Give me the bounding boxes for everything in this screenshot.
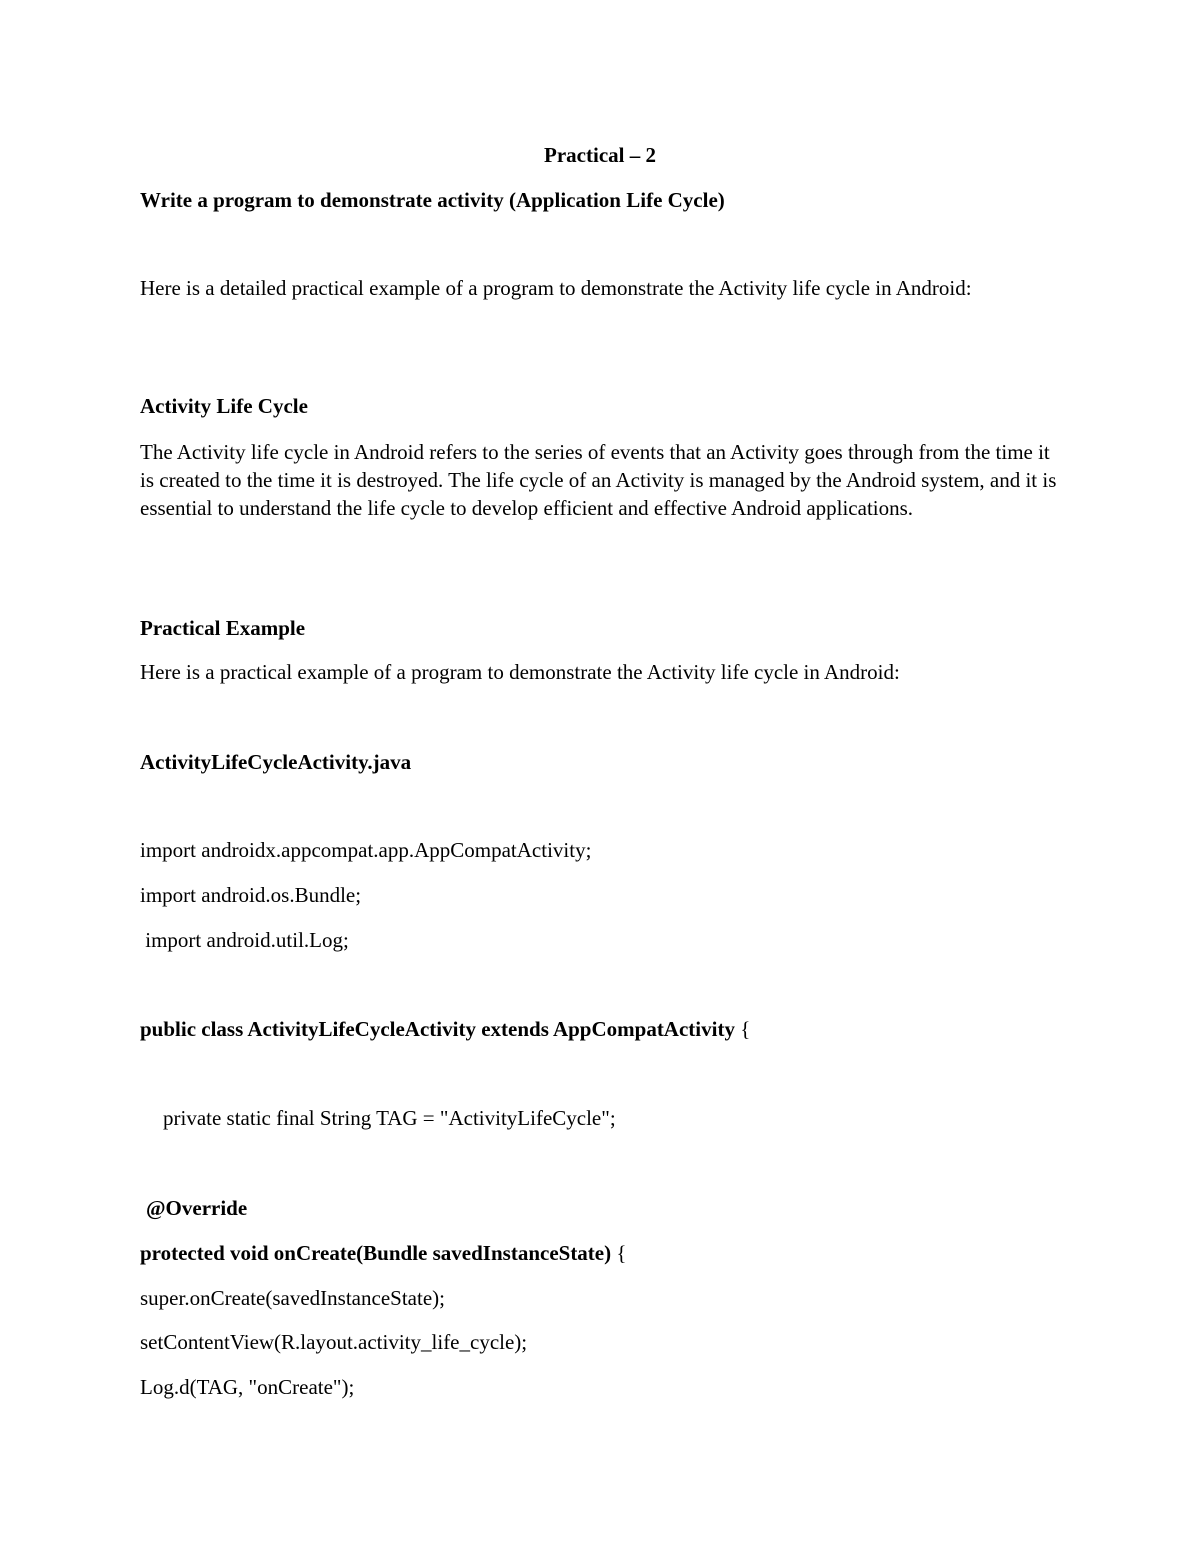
code-import-log: import android.util.Log; xyxy=(140,928,349,952)
section-heading-life-cycle: Activity Life Cycle xyxy=(140,394,308,418)
code-tag-field: private static final String TAG = "ActivityLifeCycle"; xyxy=(163,1106,616,1130)
code-log-call: Log.d(TAG, "onCreate"); xyxy=(140,1375,355,1399)
code-method-declaration-signature: protected void onCreate(Bundle savedInstanceState) xyxy=(140,1241,612,1265)
page-title: Practical – 2 xyxy=(544,143,656,167)
practical-example-paragraph: Here is a practical example of a program to demonstrate the Activity life cycle in Android: xyxy=(140,660,900,684)
code-import-appcompat: import androidx.appcompat.app.AppCompatActivity; xyxy=(140,838,592,862)
code-import-bundle: import android.os.Bundle; xyxy=(140,883,362,907)
aim-heading: Write a program to demonstrate activity (Application Life Cycle) xyxy=(140,188,725,212)
code-super-call: super.onCreate(savedInstanceState); xyxy=(140,1286,445,1310)
code-set-content-view: setContentView(R.layout.activity_life_cycle); xyxy=(140,1330,528,1354)
code-override-annotation: @Override xyxy=(146,1196,248,1220)
code-method-declaration xyxy=(140,1239,626,1267)
code-method-open-brace: { xyxy=(611,1241,627,1265)
section-heading-practical-example: Practical Example xyxy=(140,616,306,640)
code-class-open-brace: { xyxy=(734,1017,751,1041)
life-cycle-paragraph: The Activity life cycle in Android refers to the series of events that an Activity goes through from the time it is created to the time it is destroyed. The life cycle of an Activity is managed by the Android system, and it is essential to understand the life cycle to develop efficient and effective Android applications. xyxy=(140,440,1057,520)
intro-paragraph: Here is a detailed practical example of a program to demonstrate the Activity life cycle in Android: xyxy=(140,276,972,300)
file-name-heading: ActivityLifeCycleActivity.java xyxy=(140,750,412,774)
code-class-declaration xyxy=(140,1015,750,1043)
code-class-declaration-keywords: public class ActivityLifeCycleActivity extends AppCompatActivity xyxy=(140,1017,735,1041)
